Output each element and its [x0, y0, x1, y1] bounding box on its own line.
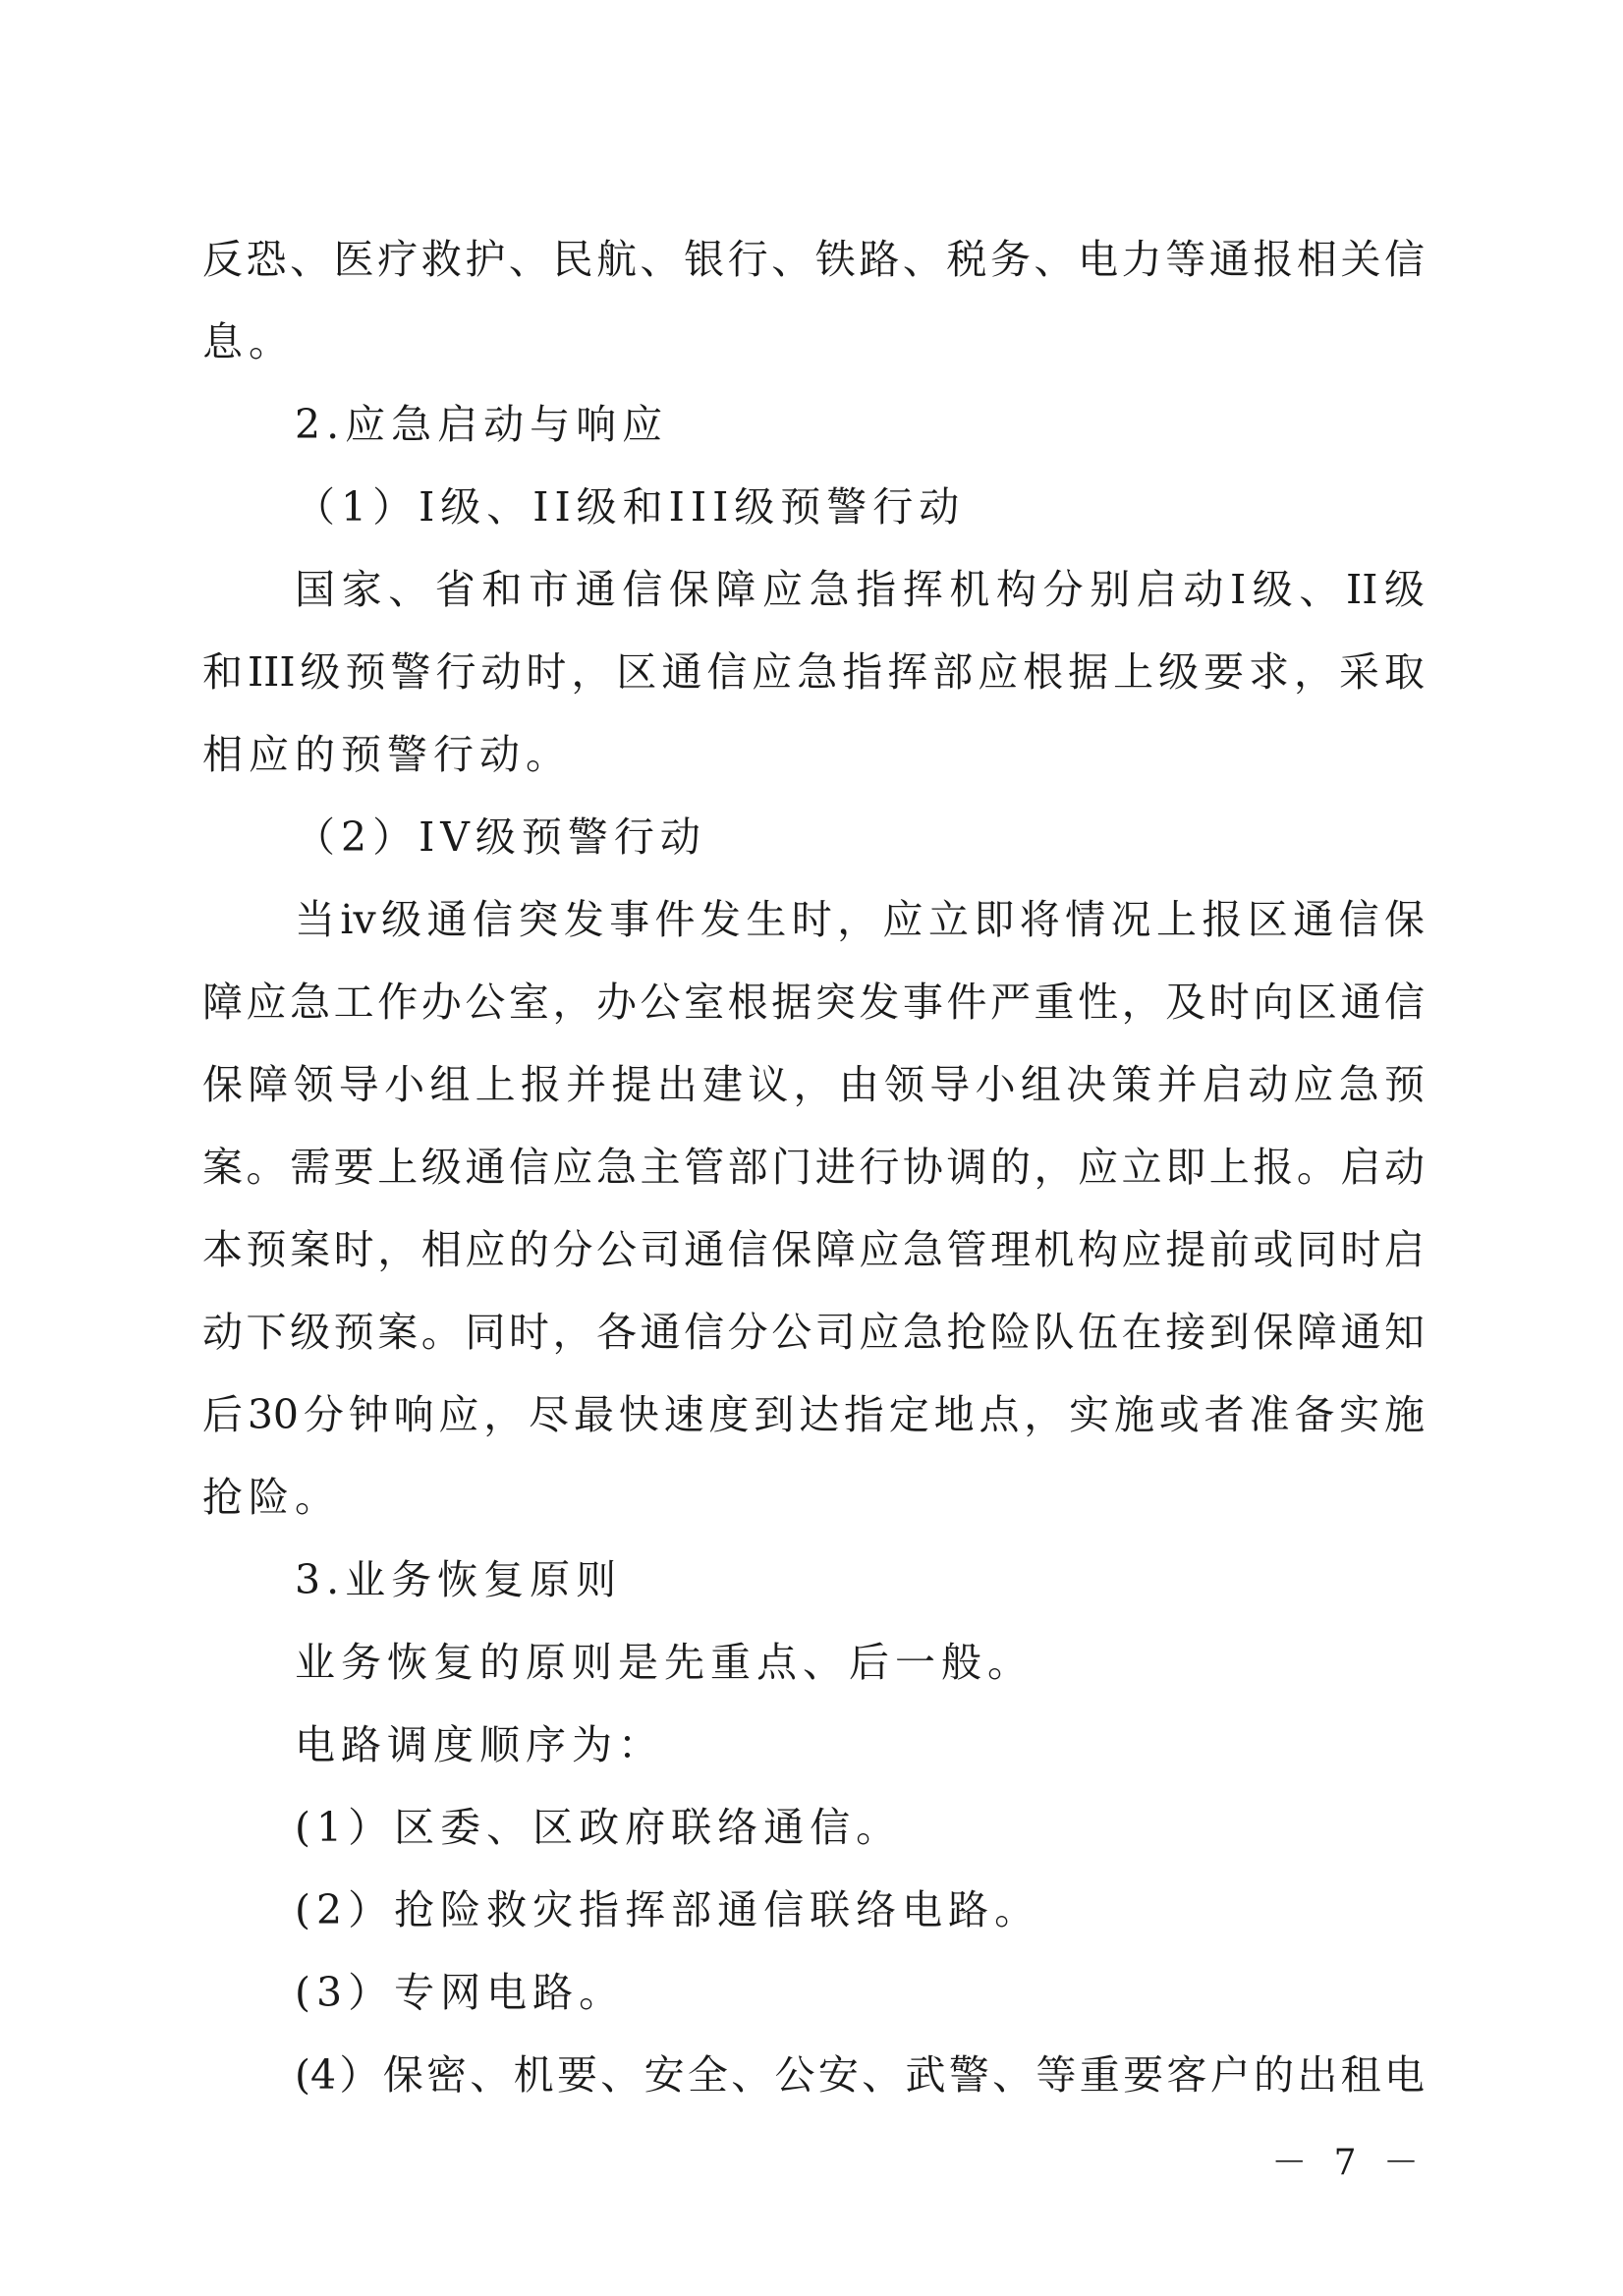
list-item-1: (1）区委、区政府联络通信。	[295, 1804, 903, 1851]
list-item-3: (3）专网电路。	[295, 1969, 626, 2016]
text-line-19: 电路调度顺序为：	[295, 1721, 664, 1768]
text-line-10: 障应急工作办公室，办公室根据突发事件严重性，及时向区通信	[202, 979, 1425, 1026]
document-body	[202, 218, 1425, 2116]
text-line-18: 业务恢复的原则是先重点、后一般。	[295, 1639, 1034, 1686]
section-heading-3: 3.业务恢复原则	[295, 1556, 623, 1603]
subheading-1: （1）I级、II级和III级预警行动	[295, 483, 966, 531]
text-line-7: 相应的预警行动。	[202, 731, 572, 778]
text-line-9: 当iv级通信突发事件发生时，应立即将情况上报区通信保	[295, 896, 1425, 943]
list-item-4: (4）保密、机要、安全、公安、武警、等重要客户的出租电	[295, 2051, 1425, 2099]
text-line-11: 保障领导小组上报并提出建议，由领导小组决策并启动应急预	[202, 1061, 1425, 1108]
text-line-16: 抢险。	[202, 1474, 341, 1521]
section-heading-2: 2.应急启动与响应	[295, 401, 669, 448]
page-number: － 7 －	[1271, 2143, 1427, 2183]
text-line-15: 后30分钟响应，尽最快速度到达指定地点，实施或者准备实施	[202, 1391, 1425, 1438]
text-line-14: 动下级预案。同时，各通信分公司应急抢险队伍在接到保障通知	[202, 1309, 1425, 1356]
text-line-13: 本预案时，相应的分公司通信保障应急管理机构应提前或同时启	[202, 1226, 1425, 1273]
text-line-5: 国家、省和市通信保障应急指挥机构分别启动I级、II级	[295, 566, 1425, 613]
text-line-12: 案。需要上级通信应急主管部门进行协调的，应立即上报。启动	[202, 1144, 1425, 1191]
list-item-2: (2）抢险救灾指挥部通信联络电路。	[295, 1886, 1041, 1933]
text-line-2: 息。	[202, 318, 295, 365]
text-line-1: 反恐、医疗救护、民航、银行、铁路、税务、电力等通报相关信	[202, 236, 1425, 283]
text-line-6: 和III级预警行动时，区通信应急指挥部应根据上级要求，采取	[202, 648, 1425, 696]
subheading-2: （2）IV级预警行动	[295, 813, 706, 861]
